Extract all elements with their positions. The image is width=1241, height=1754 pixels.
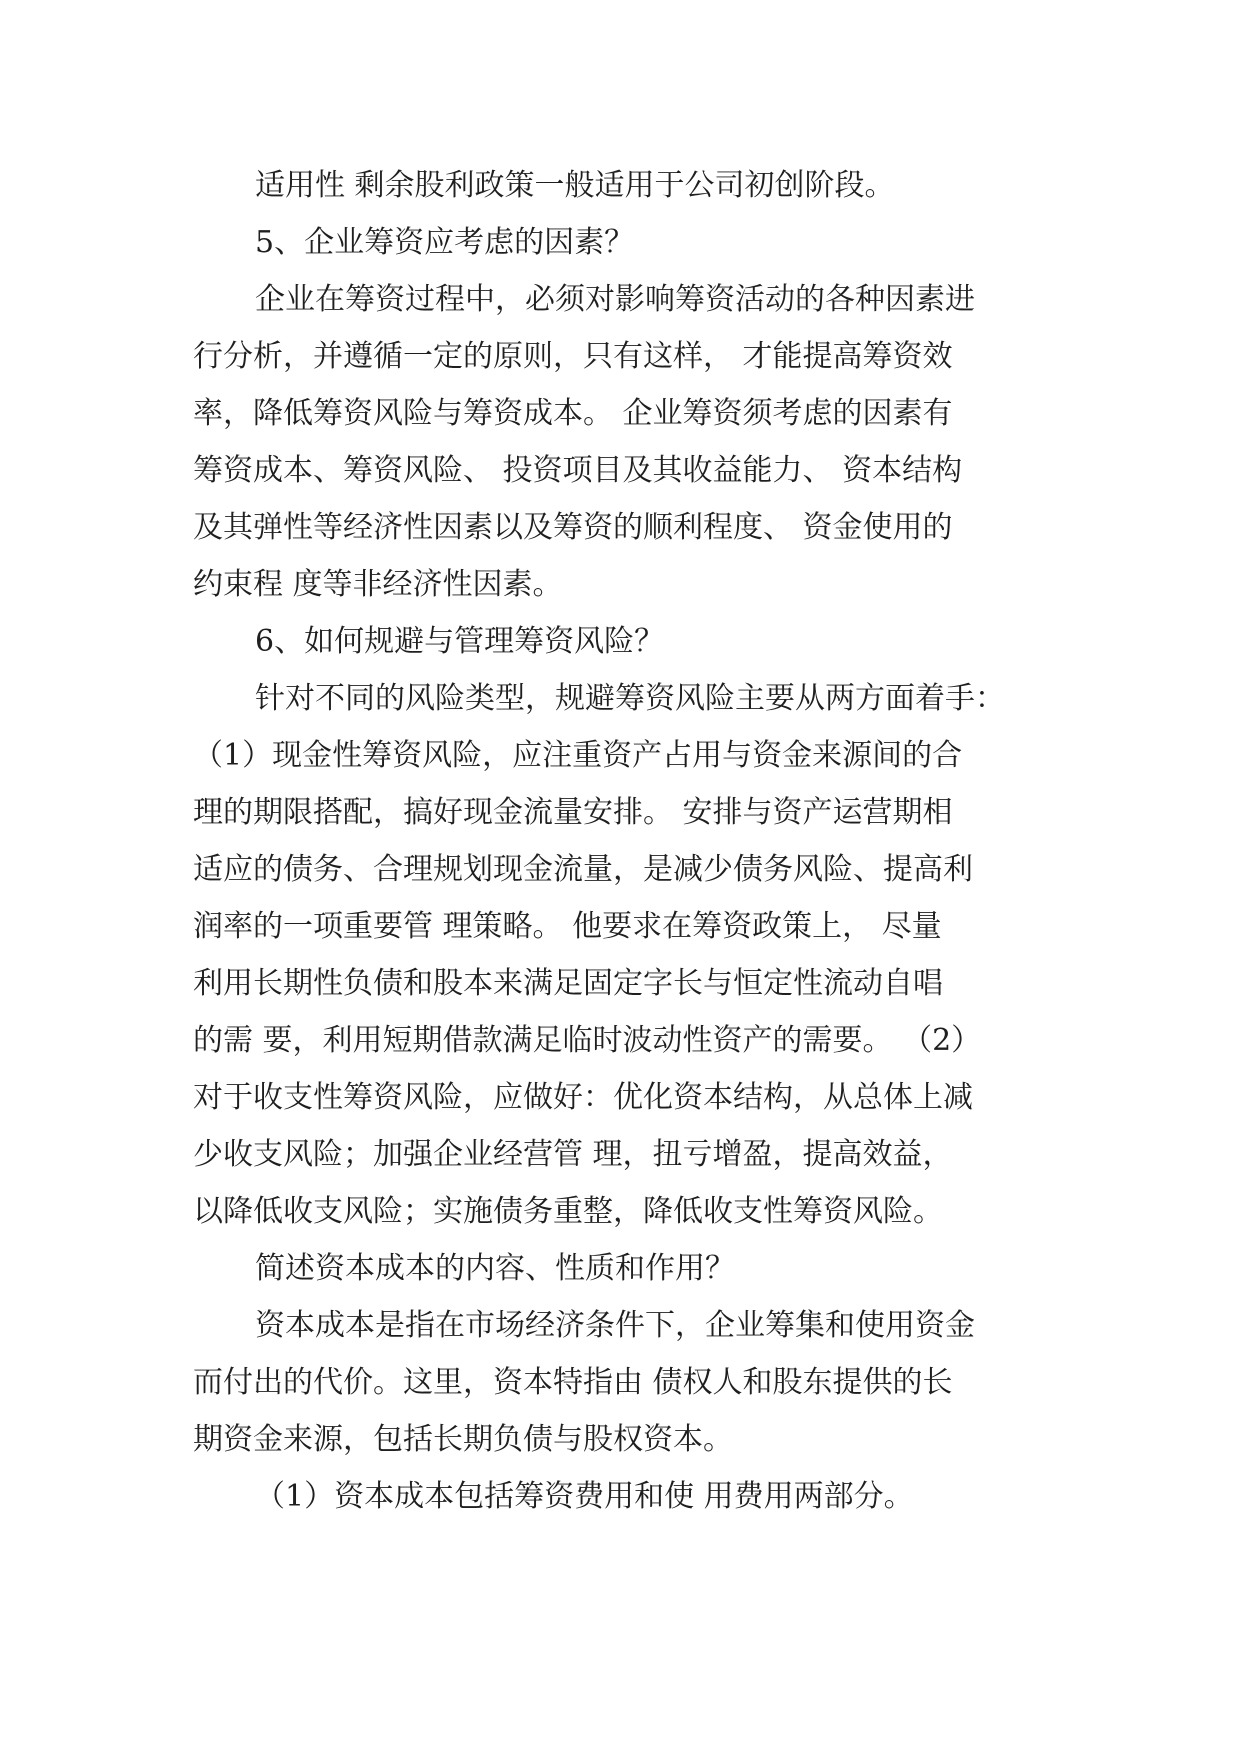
text-line: 适应的债务、合理规划现金流量，是减少债务风险、提高利 [193, 852, 973, 887]
text-line: （1）现金性筹资风险，应注重资产占用与资金来源间的合 [193, 738, 963, 773]
text-line: 资本成本是指在市场经济条件下，企业筹集和使用资金 [255, 1308, 975, 1343]
section-heading: 6、如何规避与管理筹资风险？ [255, 624, 665, 659]
text-line: 筹资成本、筹资风险、 投资项目及其收益能力、 资本结构 [193, 453, 963, 488]
text-line: 利用长期性负债和股本来满足固定字长与恒定性流动自唱 [193, 966, 943, 1001]
text-line: 企业在筹资过程中，必须对影响筹资活动的各种因素进 [255, 282, 975, 317]
text-line: 行分析，并遵循一定的原则，只有这样， 才能提高筹资效 [193, 339, 953, 374]
text-line: 及其弹性等经济性因素以及筹资的顺利程度、 资金使用的 [193, 510, 953, 545]
text-line: 期资金来源，包括长期负债与股权资本。 [193, 1422, 733, 1457]
text-line: 少收支风险；加强企业经营管 理，扭亏增盈，提高效益， [193, 1137, 953, 1172]
text-line: 以降低收支风险；实施债务重整，降低收支性筹资风险。 [193, 1194, 943, 1229]
text-line: 适用性 剩余股利政策一般适用于公司初创阶段。 [255, 168, 895, 203]
text-line: 的需 要，利用短期借款满足临时波动性资产的需要。 （2） [193, 1023, 982, 1058]
text-line: 理的期限搭配，搞好现金流量安排。 安排与资产运营期相 [193, 795, 953, 830]
text-line: 率，降低筹资风险与筹资成本。 企业筹资须考虑的因素有 [193, 396, 953, 431]
text-line: 而付出的代价。这里，资本特指由 债权人和股东提供的长 [193, 1365, 953, 1400]
text-line: （1）资本成本包括筹资费用和使 用费用两部分。 [255, 1479, 914, 1514]
text-line: 对于收支性筹资风险，应做好：优化资本结构，从总体上减 [193, 1080, 973, 1115]
section-heading: 简述资本成本的内容、性质和作用？ [255, 1251, 735, 1286]
section-heading: 5、企业筹资应考虑的因素？ [255, 225, 635, 260]
text-line: 约束程 度等非经济性因素。 [193, 567, 563, 602]
text-line: 针对不同的风险类型，规避筹资风险主要从两方面着手： [255, 681, 1005, 716]
text-line: 润率的一项重要管 理策略。 他要求在筹资政策上， 尽量 [193, 909, 942, 944]
